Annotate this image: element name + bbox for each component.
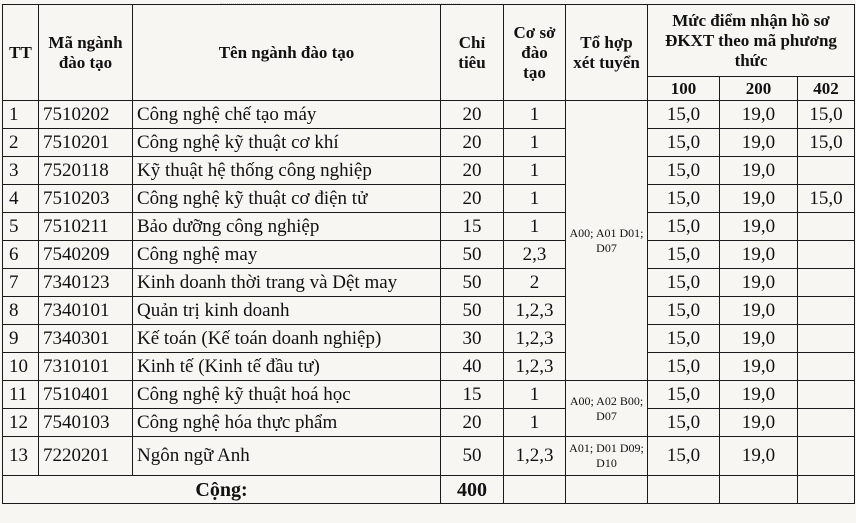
- row-quota: 20: [441, 185, 504, 213]
- row-m402: 15,0: [798, 101, 855, 129]
- row-quota: 50: [441, 297, 504, 325]
- total-empty-cell: [566, 476, 648, 504]
- row-quota: 30: [441, 325, 504, 353]
- table-row: [3, 157, 855, 185]
- row-m100: 15,0: [648, 269, 720, 297]
- row-m100: 15,0: [648, 437, 720, 476]
- row-quota: 50: [441, 269, 504, 297]
- row-code: 7310101: [39, 353, 133, 381]
- row-m100: 15,0: [648, 409, 720, 437]
- row-code: 7520118: [39, 157, 133, 185]
- row-code: 7510211: [39, 213, 133, 241]
- row-m402: [798, 381, 855, 409]
- header-method-402: 402: [798, 77, 855, 101]
- table-row: [3, 409, 855, 437]
- row-campus: 1,2,3: [504, 353, 566, 381]
- row-name: Công nghệ kỹ thuật cơ khí: [133, 129, 441, 157]
- row-m100: 15,0: [648, 213, 720, 241]
- row-tt: 13: [3, 437, 39, 476]
- total-label: Cộng:: [3, 476, 441, 504]
- row-m200: 19,0: [720, 129, 798, 157]
- row-tt: 3: [3, 157, 39, 185]
- row-name: Bảo dưỡng công nghiệp: [133, 213, 441, 241]
- row-quota: 15: [441, 381, 504, 409]
- total-empty-cell: [648, 476, 720, 504]
- total-value: 400: [441, 476, 504, 504]
- row-quota: 20: [441, 409, 504, 437]
- row-tt: 7: [3, 269, 39, 297]
- row-campus: 1: [504, 213, 566, 241]
- row-code: 7510201: [39, 129, 133, 157]
- row-campus: 1: [504, 409, 566, 437]
- row-m200: 19,0: [720, 297, 798, 325]
- table-row: [3, 241, 855, 269]
- row-m100: 15,0: [648, 297, 720, 325]
- row-quota: 20: [441, 157, 504, 185]
- row-name: Kinh doanh thời trang và Dệt may: [133, 269, 441, 297]
- header-code: Mã ngành đào tạo: [39, 5, 133, 101]
- row-name: Công nghệ chế tạo máy: [133, 101, 441, 129]
- row-m200: 19,0: [720, 353, 798, 381]
- header-combo: Tổ hợp xét tuyển: [566, 5, 648, 101]
- row-m200: 19,0: [720, 241, 798, 269]
- row-quota: 50: [441, 437, 504, 476]
- row-m402: [798, 297, 855, 325]
- row-campus: 1: [504, 381, 566, 409]
- header-method-100: 100: [648, 77, 720, 101]
- row-m402: [798, 409, 855, 437]
- row-tt: 1: [3, 101, 39, 129]
- total-row: [3, 476, 855, 504]
- row-code: 7340123: [39, 269, 133, 297]
- row-m100: 15,0: [648, 101, 720, 129]
- row-name: Kinh tế (Kinh tế đầu tư): [133, 353, 441, 381]
- row-code: 7340101: [39, 297, 133, 325]
- row-name: Kỹ thuật hệ thống công nghiệp: [133, 157, 441, 185]
- combo-group-1: A00; A01 D01; D07: [566, 101, 648, 381]
- row-name: Công nghệ kỹ thuật hoá học: [133, 381, 441, 409]
- row-m402: [798, 269, 855, 297]
- table-row: [3, 101, 855, 129]
- row-m200: 19,0: [720, 325, 798, 353]
- total-empty-cell: [798, 476, 855, 504]
- table-row: [3, 297, 855, 325]
- row-m402: [798, 353, 855, 381]
- row-m402: [798, 325, 855, 353]
- row-tt: 8: [3, 297, 39, 325]
- row-tt: 2: [3, 129, 39, 157]
- header-campus: Cơ sở đào tạo: [504, 5, 566, 101]
- row-campus: 1: [504, 185, 566, 213]
- row-quota: 20: [441, 129, 504, 157]
- table-row: [3, 437, 855, 476]
- table-row: [3, 381, 855, 409]
- header-name: Tên ngành đào tạo: [133, 5, 441, 101]
- row-campus: 1: [504, 157, 566, 185]
- row-campus: 1: [504, 101, 566, 129]
- table-row: [3, 185, 855, 213]
- row-m200: 19,0: [720, 381, 798, 409]
- row-quota: 20: [441, 101, 504, 129]
- row-tt: 12: [3, 409, 39, 437]
- row-m200: 19,0: [720, 269, 798, 297]
- admission-table: [2, 4, 855, 504]
- row-m402: 15,0: [798, 129, 855, 157]
- row-m402: [798, 157, 855, 185]
- row-code: 7540209: [39, 241, 133, 269]
- row-name: Công nghệ may: [133, 241, 441, 269]
- row-campus: 1: [504, 129, 566, 157]
- row-code: 7510203: [39, 185, 133, 213]
- header-method-200: 200: [720, 77, 798, 101]
- table-row: [3, 213, 855, 241]
- row-code: 7340301: [39, 325, 133, 353]
- row-tt: 4: [3, 185, 39, 213]
- row-m200: 19,0: [720, 157, 798, 185]
- row-name: Kế toán (Kế toán doanh nghiệp): [133, 325, 441, 353]
- row-tt: 9: [3, 325, 39, 353]
- combo-group-2: A00; A02 B00; D07: [566, 381, 648, 437]
- header-quota: Chỉ tiêu: [441, 5, 504, 101]
- total-empty-cell: [504, 476, 566, 504]
- row-m100: 15,0: [648, 325, 720, 353]
- row-m200: 19,0: [720, 409, 798, 437]
- row-m100: 15,0: [648, 241, 720, 269]
- header-score: Mức điểm nhận hồ sơ ĐKXT theo mã phương thức: [648, 5, 855, 77]
- row-m200: 19,0: [720, 213, 798, 241]
- combo-group-3: A01; D01 D09; D10: [566, 437, 648, 476]
- row-m402: [798, 213, 855, 241]
- row-code: 7510202: [39, 101, 133, 129]
- row-m100: 15,0: [648, 185, 720, 213]
- table-row: [3, 269, 855, 297]
- row-code: 7220201: [39, 437, 133, 476]
- row-tt: 5: [3, 213, 39, 241]
- row-name: Ngôn ngữ Anh: [133, 437, 441, 476]
- row-code: 7540103: [39, 409, 133, 437]
- row-quota: 50: [441, 241, 504, 269]
- header-tt: TT: [3, 5, 39, 101]
- row-campus: 2: [504, 269, 566, 297]
- row-m200: 19,0: [720, 101, 798, 129]
- row-m402: [798, 437, 855, 476]
- row-tt: 10: [3, 353, 39, 381]
- row-campus: 1,2,3: [504, 437, 566, 476]
- row-m100: 15,0: [648, 157, 720, 185]
- row-quota: 15: [441, 213, 504, 241]
- row-name: Công nghệ hóa thực phẩm: [133, 409, 441, 437]
- row-campus: 1,2,3: [504, 325, 566, 353]
- row-tt: 6: [3, 241, 39, 269]
- row-m100: 15,0: [648, 381, 720, 409]
- table-row: [3, 325, 855, 353]
- row-m402: [798, 241, 855, 269]
- row-quota: 40: [441, 353, 504, 381]
- total-empty-cell: [720, 476, 798, 504]
- row-m402: 15,0: [798, 185, 855, 213]
- row-m100: 15,0: [648, 353, 720, 381]
- row-campus: 1,2,3: [504, 297, 566, 325]
- row-name: Quản trị kinh doanh: [133, 297, 441, 325]
- row-campus: 2,3: [504, 241, 566, 269]
- row-name: Công nghệ kỹ thuật cơ điện tử: [133, 185, 441, 213]
- row-m200: 19,0: [720, 185, 798, 213]
- row-m100: 15,0: [648, 129, 720, 157]
- row-m200: 19,0: [720, 437, 798, 476]
- row-code: 7510401: [39, 381, 133, 409]
- row-tt: 11: [3, 381, 39, 409]
- table-row: [3, 129, 855, 157]
- table-row: [3, 353, 855, 381]
